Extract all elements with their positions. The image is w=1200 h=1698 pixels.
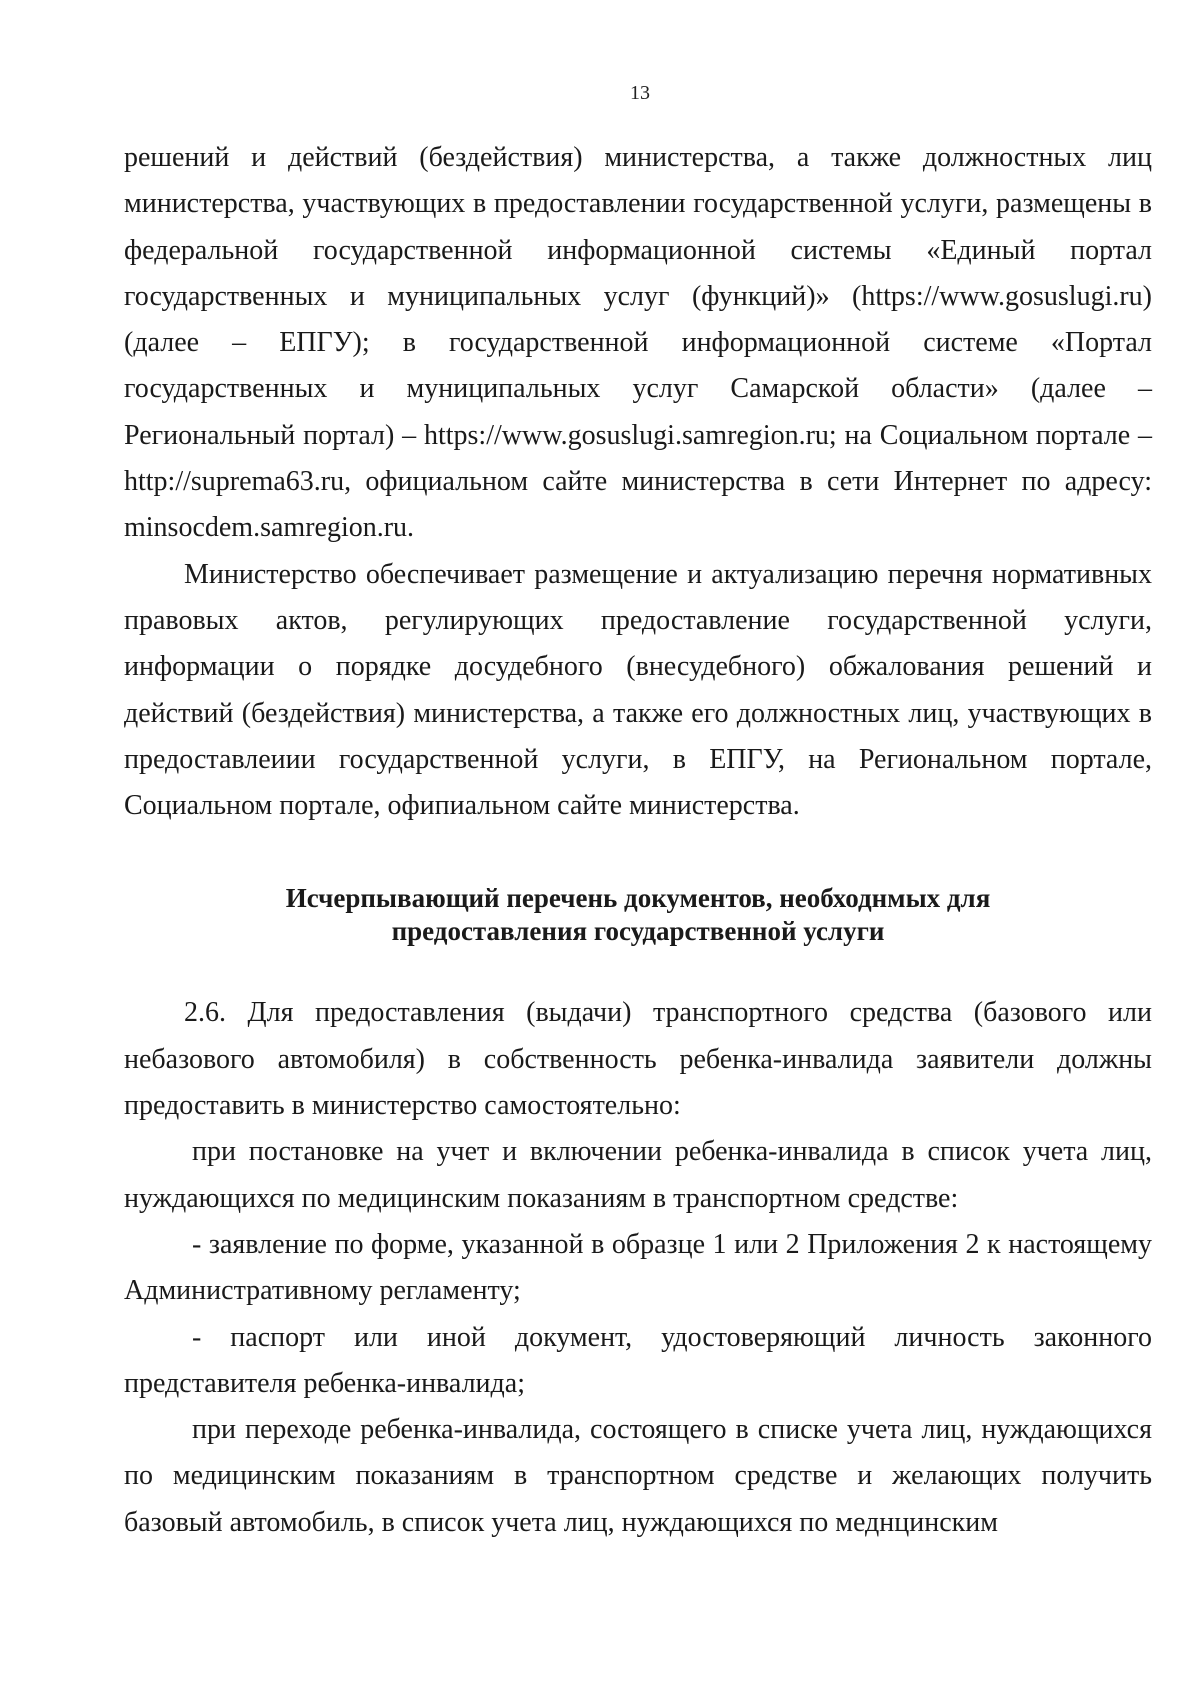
section-heading-line-1: Исчерпывающий перечень документов, необходнмых для [285,883,991,914]
paragraph-registration-case: при постановке на учет и включении ребенка-инвалида в список учета лиц, нуждающихся по медицинским показаниям в транспортном средстве: [124,1136,1152,1214]
list-item-application-form: - заявление по форме, указанной в образце 1 или 2 Приложения 2 к настоящему Административному регламенту; [124,1228,1152,1307]
section-heading-line-2: предоставления государственной услуги [391,916,885,947]
document-body [124,135,1152,1546]
paragraph-clause-2-6: 2.6. Для предоставления (выдачи) транспортного средства (базового или небазового автомобиля) в собственность ребенка-инвалида заявители должны предоставить в министерство самостоятельно: [124,997,1152,1122]
section-heading [124,882,1152,948]
paragraph-publication-info: решений и действий (бездействия) министерства, а также должностных лиц министерства, участвующих в предоставлении государственной услуги, размещены в федеральной государственной информационной системы «Единый портал государственных и муниципальных услуг (функций)» (https://www.gosuslugi.ru) (далее – ЕПГУ); в государственной информационной системе «Портал государственных и муниципальных услуг Самарской области» (далее – Региональный портал) – https://www.gosuslugi.samregion.ru; на Социальном портале – http://suprema63.ru, официальном сайте министерства в сети Интернет по адресу: minsocdem.samregion.ru. [124,142,1152,544]
page-number: 13 [630,82,650,104]
list-item-passport: - паспорт или иной документ, удостоверяющий личность законного представителя ребенка-инвалида; [124,1321,1152,1399]
paragraph-transfer-case: при переходе ребенка-инвалида, состоящего в списке учета лиц, нуждающихся по медицинским показаниям в транспортном средстве и желающих получить базовый автомобиль, в список учета лиц, нуждающихся по меднцинским [124,1414,1152,1538]
paragraph-ministry-duties: Министерство обеспечивает размещение и актуализацию перечня нормативных правовых актов, регулирующих предоставление государственной услуги, информации о порядке досудебного (внесудебного) обжалования решений и действий (бездействия) министерства, а также его должностных лиц, участвующих в предоставлеиии государственной услуги, в ЕПГУ, на Региональном портале, Социальном портале, офипиальном сайте министерства. [124,558,1152,822]
